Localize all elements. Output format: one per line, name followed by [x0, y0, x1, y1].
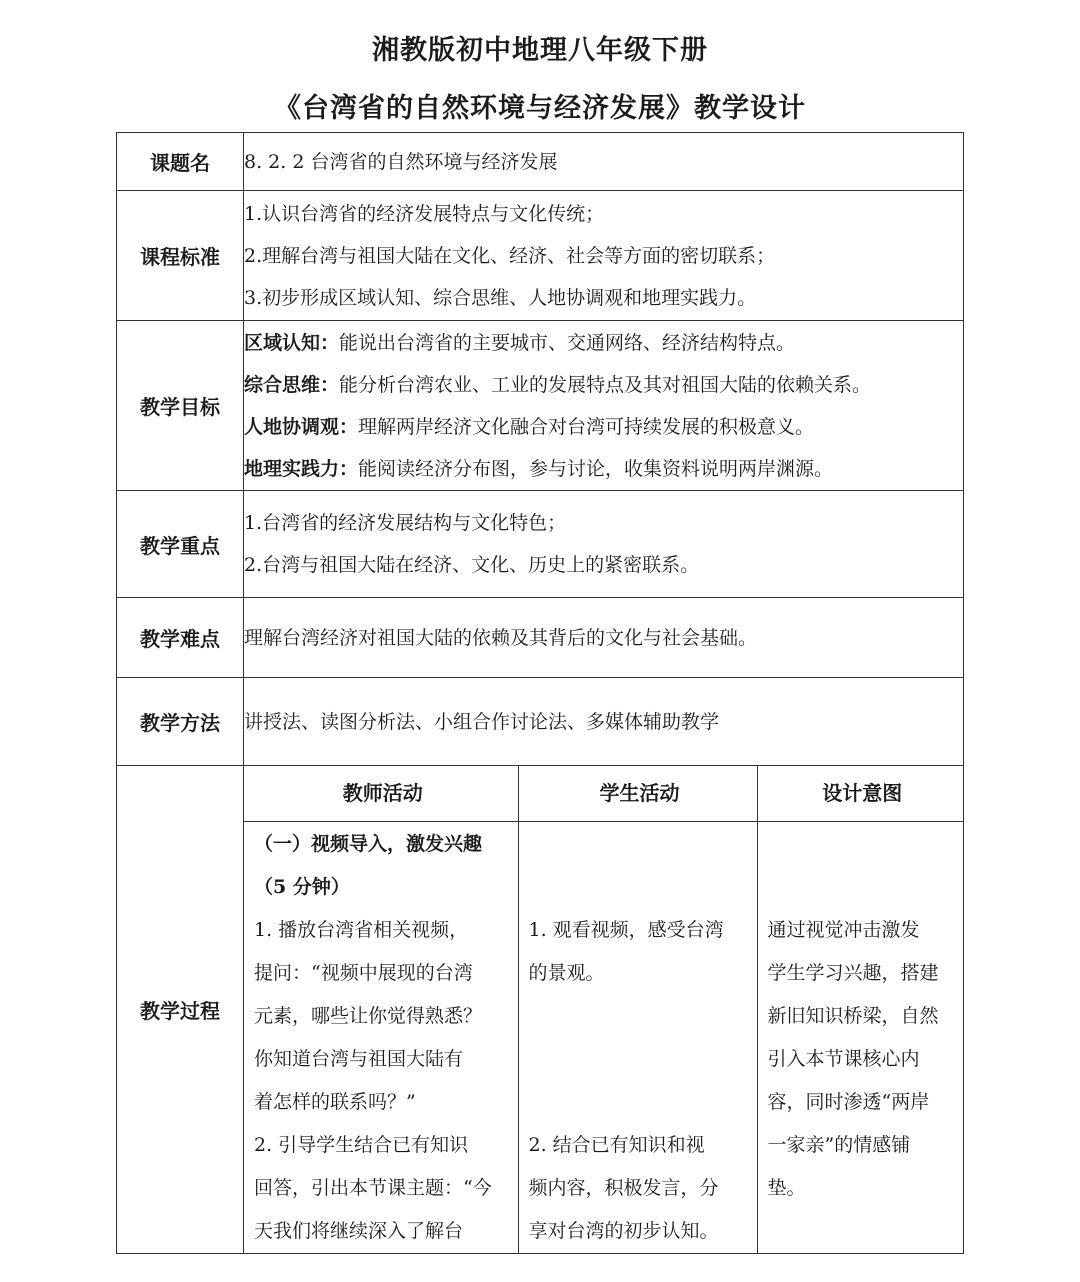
goal-key: 区域认知：	[244, 331, 340, 354]
lesson-plan-table	[116, 132, 964, 1254]
teacher-line: 天我们将继续深入了解台	[254, 1220, 464, 1242]
standard-item: 2.理解台湾与祖国大陆在文化、经济、社会等方面的密切联系；	[244, 244, 776, 267]
student-line: 享对台湾的初步认知。	[528, 1220, 719, 1242]
intent-line: 容，同时渗透“两岸	[767, 1091, 930, 1113]
student-line: 2. 结合已有知识和视	[528, 1134, 705, 1156]
teacher-line: 你知道台湾与祖国大陆有	[254, 1048, 464, 1070]
intent-line: 垫。	[767, 1177, 806, 1199]
header-intent: 设计意图	[757, 766, 963, 822]
row-key-points	[117, 491, 964, 598]
teacher-line: 提问：“视频中展现的台湾	[254, 962, 473, 984]
goal-text: 能说出台湾省的主要城市、交通网络、经济结构特点。	[339, 331, 796, 354]
goal-key: 人地协调观：	[244, 415, 359, 438]
value-difficulty	[244, 598, 964, 678]
row-difficulty	[117, 598, 964, 678]
key-point-item: 2.台湾与祖国大陆在经济、文化、历史上的紧密联系。	[244, 554, 700, 576]
goal-text: 理解两岸经济文化融合对台湾可持续发展的积极意义。	[358, 415, 815, 438]
teacher-activity	[244, 822, 518, 1254]
intent-line: 通过视觉冲击激发	[767, 919, 920, 941]
label-topic: 课题名	[117, 133, 244, 191]
intent-line: 学生学习兴趣，搭建	[767, 962, 939, 984]
label-standard: 课程标准	[117, 191, 244, 321]
document-title-line1: 湘教版初中地理八年级下册	[372, 35, 708, 66]
student-activity	[518, 822, 757, 1254]
design-intent	[757, 822, 963, 1254]
goal-item	[244, 406, 963, 448]
student-line: 1. 观看视频，感受台湾	[528, 919, 724, 941]
row-goals	[117, 321, 964, 491]
document-title-line2: 《台湾省的自然环境与经济发展》教学设计	[274, 93, 806, 124]
teacher-line: 回答，引出本节课主题：“今	[254, 1177, 492, 1199]
student-line: 的景观。	[528, 962, 605, 984]
teacher-line: 元素，哪些让你觉得熟悉？	[254, 1005, 483, 1027]
goal-item	[244, 448, 963, 490]
header-teacher: 教师活动	[244, 766, 518, 822]
student-gap	[529, 995, 751, 1124]
goal-item	[244, 322, 963, 364]
topic-text: 8. 2. 2 台湾省的自然环境与经济发展	[244, 150, 558, 173]
goal-key: 综合思维：	[244, 373, 340, 396]
intent-line: 一家亲”的情感铺	[767, 1134, 911, 1156]
intent-line: 新旧知识桥梁，自然	[767, 1005, 939, 1027]
student-line: 频内容，积极发言，分	[528, 1177, 719, 1199]
section-title: （一）视频导入，激发兴趣	[254, 833, 483, 855]
goal-text: 能阅读经济分布图，参与讨论，收集资料说明两岸渊源。	[358, 457, 834, 480]
header-student: 学生活动	[518, 766, 757, 822]
label-key-points: 教学重点	[117, 491, 244, 598]
process-body-row	[244, 822, 963, 1254]
value-standard	[244, 191, 964, 321]
goal-key: 地理实践力：	[244, 457, 359, 480]
goal-text: 能分析台湾农业、工业的发展特点及其对祖国大陆的依赖关系。	[339, 373, 872, 396]
row-method	[117, 678, 964, 766]
intent-line: 引入本节课核心内	[767, 1048, 920, 1070]
teacher-line: 1. 播放台湾省相关视频，	[254, 919, 469, 941]
standard-item: 1.认识台湾省的经济发展特点与文化传统；	[244, 202, 605, 225]
section-duration: （5 分钟）	[254, 876, 350, 898]
label-process: 教学过程	[117, 766, 244, 1254]
teacher-line: 着怎样的联系吗？”	[254, 1091, 416, 1113]
value-method	[244, 678, 964, 766]
value-goals	[244, 321, 964, 491]
standard-item: 3.初步形成区域认知、综合思维、人地协调观和地理实践力。	[244, 286, 757, 309]
process-table	[244, 766, 963, 1253]
value-topic	[244, 133, 964, 191]
difficulty-text: 理解台湾经济对祖国大陆的依赖及其背后的文化与社会基础。	[244, 626, 758, 649]
value-key-points	[244, 491, 964, 598]
key-point-item: 1.台湾省的经济发展结构与文化特色；	[244, 512, 567, 534]
row-topic	[117, 133, 964, 191]
row-process	[117, 766, 964, 1254]
value-process	[244, 766, 964, 1254]
label-goals: 教学目标	[117, 321, 244, 491]
goal-item	[244, 364, 963, 406]
method-text: 讲授法、读图分析法、小组合作讨论法、多媒体辅助教学	[244, 710, 720, 733]
label-method: 教学方法	[117, 678, 244, 766]
row-standard	[117, 191, 964, 321]
process-header-row	[244, 766, 963, 822]
label-difficulty: 教学难点	[117, 598, 244, 678]
teacher-line: 2. 引导学生结合已有知识	[254, 1134, 469, 1156]
